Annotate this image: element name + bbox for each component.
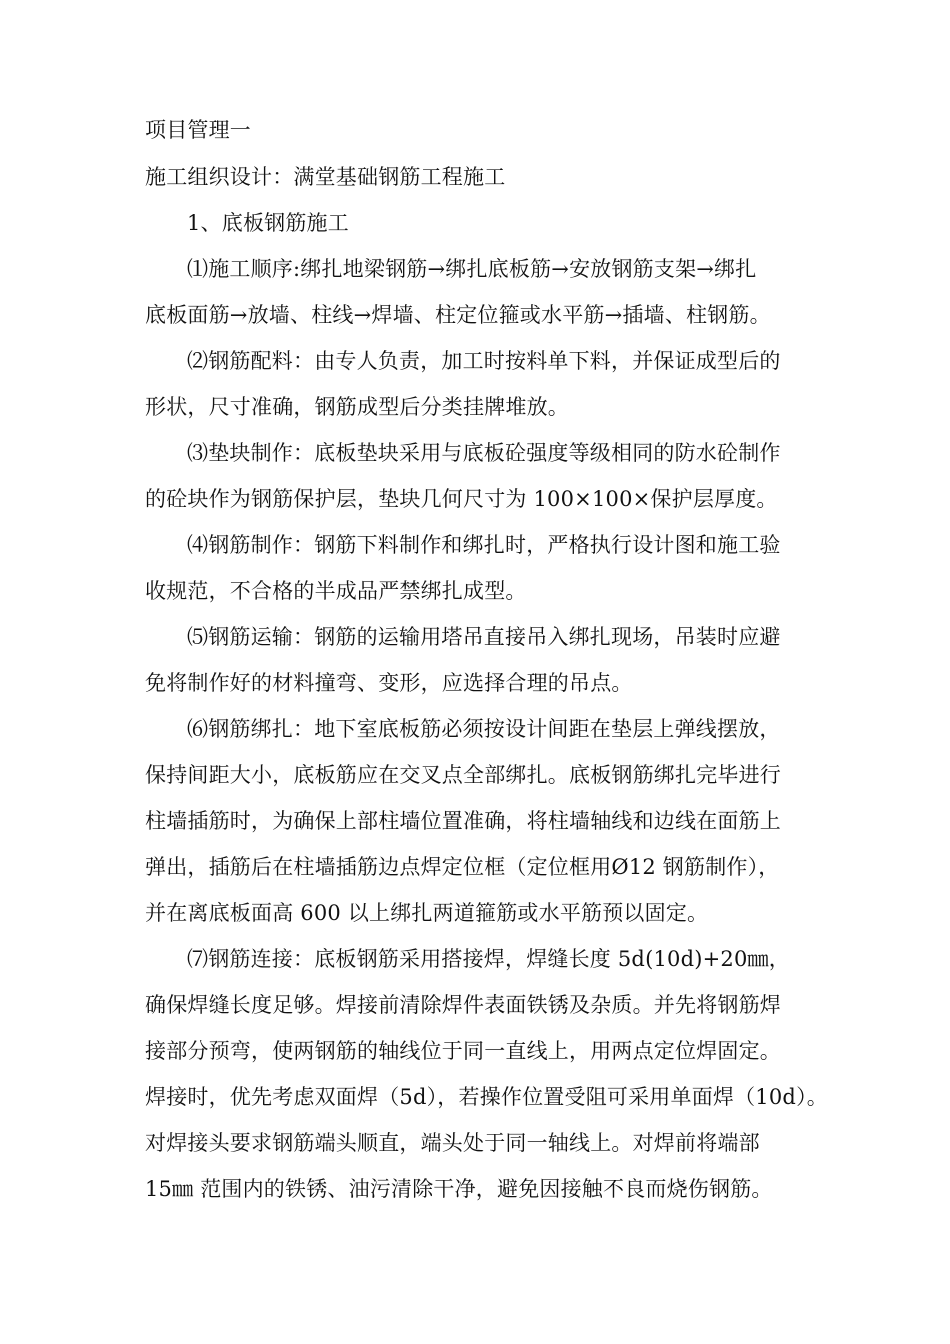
paragraph-line: ⑺钢筋连接：底板钢筋采用搭接焊，焊缝长度 5d(10d)+20㎜， (187, 947, 790, 971)
paragraph-line: 15㎜ 范围内的铁锈、油污清除干净，避免因接触不良而烧伤钢筋。 (145, 1177, 773, 1201)
paragraph-construction-sequence (145, 251, 810, 333)
paragraph-line: 免将制作好的材料撞弯、变形，应选择合理的吊点。 (145, 671, 633, 695)
paragraph-line: 的砼块作为钢筋保护层，垫块几何尺寸为 100×100×保护层厚度。 (145, 487, 778, 511)
paragraph-line: 底板面筋→放墙、柱线→焊墙、柱定位箍或水平筋→插墙、柱钢筋。 (145, 303, 771, 327)
paragraph-line: 收规范，不合格的半成品严禁绑扎成型。 (145, 579, 527, 603)
paragraph-line: 弹出，插筋后在柱墙插筋边点焊定位框（定位框用Ø12 钢筋制作）， (145, 855, 780, 879)
paragraph-line: 确保焊缝长度足够。焊接前清除焊件表面铁锈及杂质。并先将钢筋焊 (145, 993, 781, 1017)
paragraph-line: 接部分预弯，使两钢筋的轴线位于同一直线上，用两点定位焊固定。 (145, 1039, 781, 1063)
paragraph-line: 并在离底板面高 600 以上绑扎两道箍筋或水平筋预以固定。 (145, 901, 709, 925)
paragraph-line: ⑷钢筋制作：钢筋下料制作和绑扎时，严格执行设计图和施工验 (187, 533, 781, 557)
paragraph-line: ⑶垫块制作：底板垫块采用与底板砼强度等级相同的防水砼制作 (187, 441, 781, 465)
paragraph-rebar-fabrication (145, 527, 810, 609)
paragraph-line: 柱墙插筋时，为确保上部柱墙位置准确，将柱墙轴线和边线在面筋上 (145, 809, 781, 833)
paragraph-line: ⑴施工顺序:绑扎地梁钢筋→绑扎底板筋→安放钢筋支架→绑扎 (187, 257, 757, 281)
paragraph-rebar-transport (145, 619, 810, 701)
paragraph-line: 焊接时，优先考虑双面焊（5d），若操作位置受阻可采用单面焊（10d）。 (145, 1085, 828, 1109)
paragraph-line: ⑵钢筋配料：由专人负责，加工时按料单下料，并保证成型后的 (187, 349, 781, 373)
paragraph-line: 对焊接头要求钢筋端头顺直，端头处于同一轴线上。对焊前将端部 (145, 1131, 760, 1155)
paragraph-rebar-connection (145, 941, 828, 1207)
section-heading: 1、底板钢筋施工 (187, 211, 349, 235)
paragraph-line: ⑹钢筋绑扎：地下室底板筋必须按设计间距在垫层上弹线摆放， (187, 717, 781, 741)
document-subtitle: 施工组织设计：满堂基础钢筋工程施工 (145, 165, 506, 189)
paragraph-line: 形状，尺寸准确，钢筋成型后分类挂牌堆放。 (145, 395, 569, 419)
document-page (145, 112, 828, 1217)
paragraph-rebar-batching (145, 343, 810, 425)
document-title: 项目管理一 (145, 118, 251, 142)
paragraph-rebar-tying (145, 711, 810, 931)
paragraph-line: 保持间距大小，底板筋应在交叉点全部绑扎。底板钢筋绑扎完毕进行 (145, 763, 781, 787)
paragraph-line: ⑸钢筋运输：钢筋的运输用塔吊直接吊入绑扎现场，吊装时应避 (187, 625, 781, 649)
paragraph-spacer-block (145, 435, 810, 517)
